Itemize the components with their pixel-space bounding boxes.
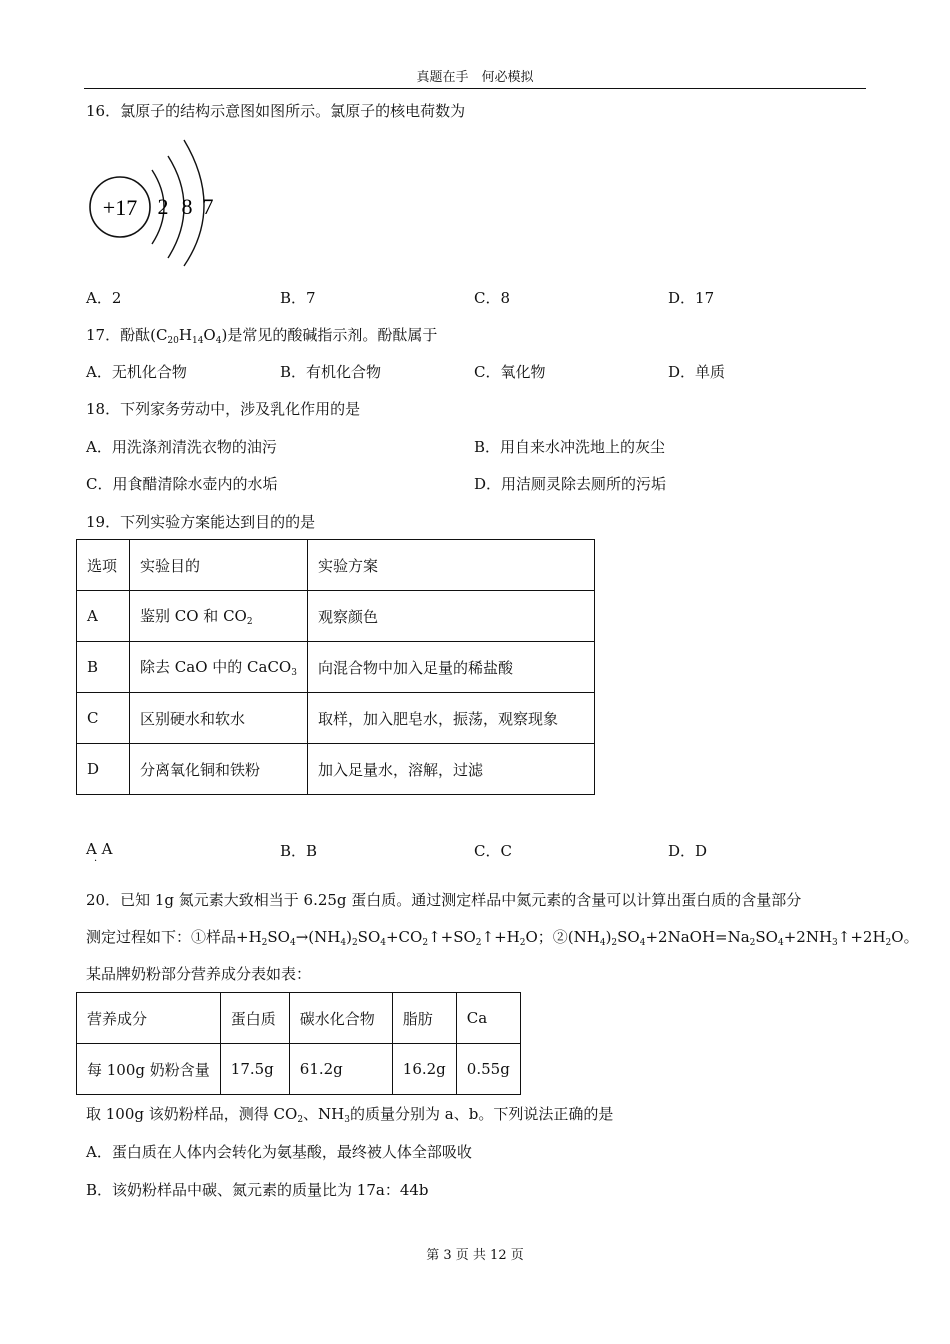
q16-option-b[interactable]: B．7 bbox=[280, 289, 316, 307]
plan-cell: 加入足量水，溶解，过滤 bbox=[307, 744, 594, 795]
q19-stem: 19．下列实验方案能达到目的的是 bbox=[86, 513, 316, 531]
table-header-cell: 蛋白质 bbox=[220, 993, 289, 1044]
table-header-cell: 脂肪 bbox=[392, 993, 456, 1044]
stray-dot: · bbox=[94, 856, 98, 867]
q19-option-b[interactable]: B．B bbox=[280, 842, 318, 860]
nucleus-charge: +17 bbox=[102, 195, 138, 220]
purpose-cell: 鉴别 CO 和 $CO_2$ bbox=[130, 591, 308, 642]
q18-option-d[interactable]: D．用洁厕灵除去厕所的污垢 bbox=[474, 475, 667, 493]
nutrition-table bbox=[76, 992, 521, 1095]
shell-2-electrons: 8 bbox=[181, 194, 193, 219]
q17-option-b[interactable]: B．有机化合物 bbox=[280, 363, 382, 381]
q18-stem: 18．下列家务劳动中，涉及乳化作用的是 bbox=[86, 400, 361, 418]
table-header-cell: 实验目的 bbox=[130, 540, 308, 591]
option-cell: B bbox=[77, 642, 130, 693]
table-header-cell: 营养成分 bbox=[77, 993, 221, 1044]
table-cell: 17.5g bbox=[220, 1044, 289, 1095]
table-cell: 16.2g bbox=[392, 1044, 456, 1095]
q17-option-c[interactable]: C．氧化物 bbox=[474, 363, 546, 381]
table-header-row bbox=[77, 540, 595, 591]
option-cell: C bbox=[77, 693, 130, 744]
header-rule bbox=[84, 88, 866, 89]
q17-stem: 17．酚酞$(C_{20}H_{14}O_4)$是常见的酸碱指示剂。酚酞属于 bbox=[86, 326, 438, 346]
q19-option-a[interactable]: A A bbox=[86, 840, 113, 858]
q20-line-1: 20．已知 1g 氮元素大致相当于 6.25g 蛋白质。通过测定样品中氮元素的含量可以计算出蛋白质的含量部分 bbox=[86, 891, 802, 909]
table-row bbox=[77, 591, 595, 642]
q16-option-c[interactable]: C．8 bbox=[474, 289, 511, 307]
q20-reaction-equations: 测定过程如下：①样品$+H_2SO_4\to(NH_4)_2SO_4+CO_2↑+SO_2↑+H_2O$；$②(NH_4)_2SO_4+2NaOH=Na_2SO_4+2NH_3↑+2H_2O$。 bbox=[86, 928, 919, 948]
table-row bbox=[77, 642, 595, 693]
page-number: 第 3 页 共 12 页 bbox=[426, 1248, 524, 1263]
option-cell: A bbox=[77, 591, 130, 642]
q19-option-d[interactable]: D．D bbox=[668, 842, 708, 860]
q19-table bbox=[76, 539, 595, 795]
q18-option-b[interactable]: B．用自来水冲洗地上的灰尘 bbox=[474, 438, 666, 456]
q19-option-c[interactable]: C．C bbox=[474, 842, 512, 860]
table-header-row bbox=[77, 993, 521, 1044]
q18-option-a[interactable]: A．用洗涤剂清洗衣物的油污 bbox=[86, 438, 277, 456]
q20-option-b[interactable]: B．该奶粉样品中碳、氮元素的质量比为 17a：44b bbox=[86, 1181, 429, 1199]
table-header-cell: 碳水化合物 bbox=[289, 993, 392, 1044]
q17-option-d[interactable]: D．单质 bbox=[668, 363, 726, 381]
q20-option-a[interactable]: A．蛋白质在人体内会转化为氨基酸，最终被人体全部吸收 bbox=[86, 1143, 472, 1161]
table-row bbox=[77, 744, 595, 795]
plan-cell: 观察颜色 bbox=[307, 591, 594, 642]
page-header: 真题在手 何必模拟 bbox=[416, 70, 534, 85]
q18-option-c[interactable]: C．用食醋清除水壶内的水垢 bbox=[86, 475, 278, 493]
table-cell: 0.55g bbox=[456, 1044, 520, 1095]
shell-1-electrons: 2 bbox=[157, 194, 169, 219]
q17-option-a[interactable]: A．无机化合物 bbox=[86, 363, 187, 381]
option-cell: D bbox=[77, 744, 130, 795]
plan-cell: 向混合物中加入足量的稀盐酸 bbox=[307, 642, 594, 693]
table-cell: 每 100g 奶粉含量 bbox=[77, 1044, 221, 1095]
q16-option-d[interactable]: D．17 bbox=[668, 289, 715, 307]
q16-option-a[interactable]: A．2 bbox=[86, 289, 122, 307]
purpose-cell: 分离氧化铜和铁粉 bbox=[130, 744, 308, 795]
table-row bbox=[77, 1044, 521, 1095]
chlorine-atom-diagram bbox=[84, 134, 224, 270]
q20-line-4: 取 100g 该奶粉样品，测得 $CO_2$、$NH_3$的质量分别为 a、b。下列说法正确的是 bbox=[86, 1105, 614, 1125]
plan-cell: 取样，加入肥皂水，振荡，观察现象 bbox=[307, 693, 594, 744]
q16-stem: 16．氯原子的结构示意图如图所示。氯原子的核电荷数为 bbox=[86, 102, 466, 120]
table-header-cell: 实验方案 bbox=[307, 540, 594, 591]
table-header-cell: 选项 bbox=[77, 540, 130, 591]
purpose-cell: 除去 CaO 中的 CaCO$_3$ bbox=[130, 642, 308, 693]
table-cell: 61.2g bbox=[289, 1044, 392, 1095]
shell-3-electrons: 7 bbox=[202, 194, 214, 219]
table-row bbox=[77, 693, 595, 744]
q20-line-3: 某品牌奶粉部分营养成分表如表： bbox=[86, 965, 312, 983]
table-header-cell: Ca bbox=[456, 993, 520, 1044]
purpose-cell: 区别硬水和软水 bbox=[130, 693, 308, 744]
